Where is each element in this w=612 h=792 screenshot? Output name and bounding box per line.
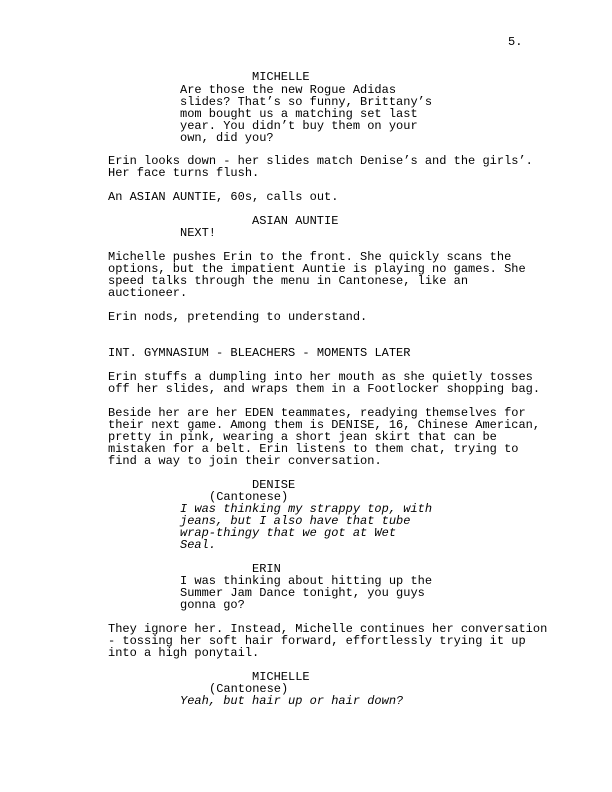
- dialogue-denise-strappy-top: I was thinking my strappy top, with jeans, but I also have that tube wrap-thingy that we got at Wet Seal.: [180, 502, 433, 553]
- character-name-michelle-2: MICHELLE: [252, 670, 310, 684]
- action-michelle-pushes-erin: Michelle pushes Erin to the front. She quickly scans the options, but the impatient Auntie is playing no games. She speed talks through the menu in Cantonese, like an auctioneer.: [108, 250, 526, 301]
- action-eden-teammates: Beside her are her EDEN teammates, readying themselves for their next game. Among them is DENISE, 16, Chinese American, pretty in pink, wearing a short jean skirt that can be mistaken for a belt. Erin listens to them chat, trying to find a way to join their conversation.: [108, 406, 541, 469]
- character-name-denise: DENISE: [252, 478, 296, 492]
- character-name-michelle: MICHELLE: [252, 70, 310, 84]
- action-erin-looks-down: Erin looks down - her slides match Denise’s and the girls’. Her face turns flush.: [108, 154, 533, 181]
- action-erin-stuffs-dumpling: Erin stuffs a dumpling into her mouth as she quietly tosses off her slides, and wraps them in a Footlocker shopping bag.: [108, 370, 541, 397]
- dialogue-asian-auntie-next: NEXT!: [180, 226, 217, 240]
- character-name-asian-auntie: ASIAN AUNTIE: [252, 214, 339, 228]
- dialogue-michelle-slides: Are those the new Rogue Adidas slides? That’s so funny, Brittany’s mom bought us a matching set last year. You didn’t buy them on your own, did you?: [180, 83, 433, 146]
- action-they-ignore-her: They ignore her. Instead, Michelle continues her conversation - tossing her soft hair forward, effortlessly trying it up into a high ponytail.: [108, 622, 548, 661]
- dialogue-erin-summer-jam: I was thinking about hitting up the Summer Jam Dance tonight, you guys gonna go?: [180, 574, 433, 613]
- action-asian-auntie: An ASIAN AUNTIE, 60s, calls out.: [108, 190, 339, 204]
- page-number: 5.: [508, 35, 523, 49]
- character-name-erin: ERIN: [252, 562, 281, 576]
- action-erin-nods: Erin nods, pretending to understand.: [108, 310, 368, 324]
- parenthetical-denise: (Cantonese): [209, 490, 289, 504]
- dialogue-michelle-hair: Yeah, but hair up or hair down?: [180, 694, 404, 708]
- parenthetical-michelle: (Cantonese): [209, 682, 289, 696]
- scene-heading-gymnasium: INT. GYMNASIUM - BLEACHERS - MOMENTS LATER: [108, 346, 411, 360]
